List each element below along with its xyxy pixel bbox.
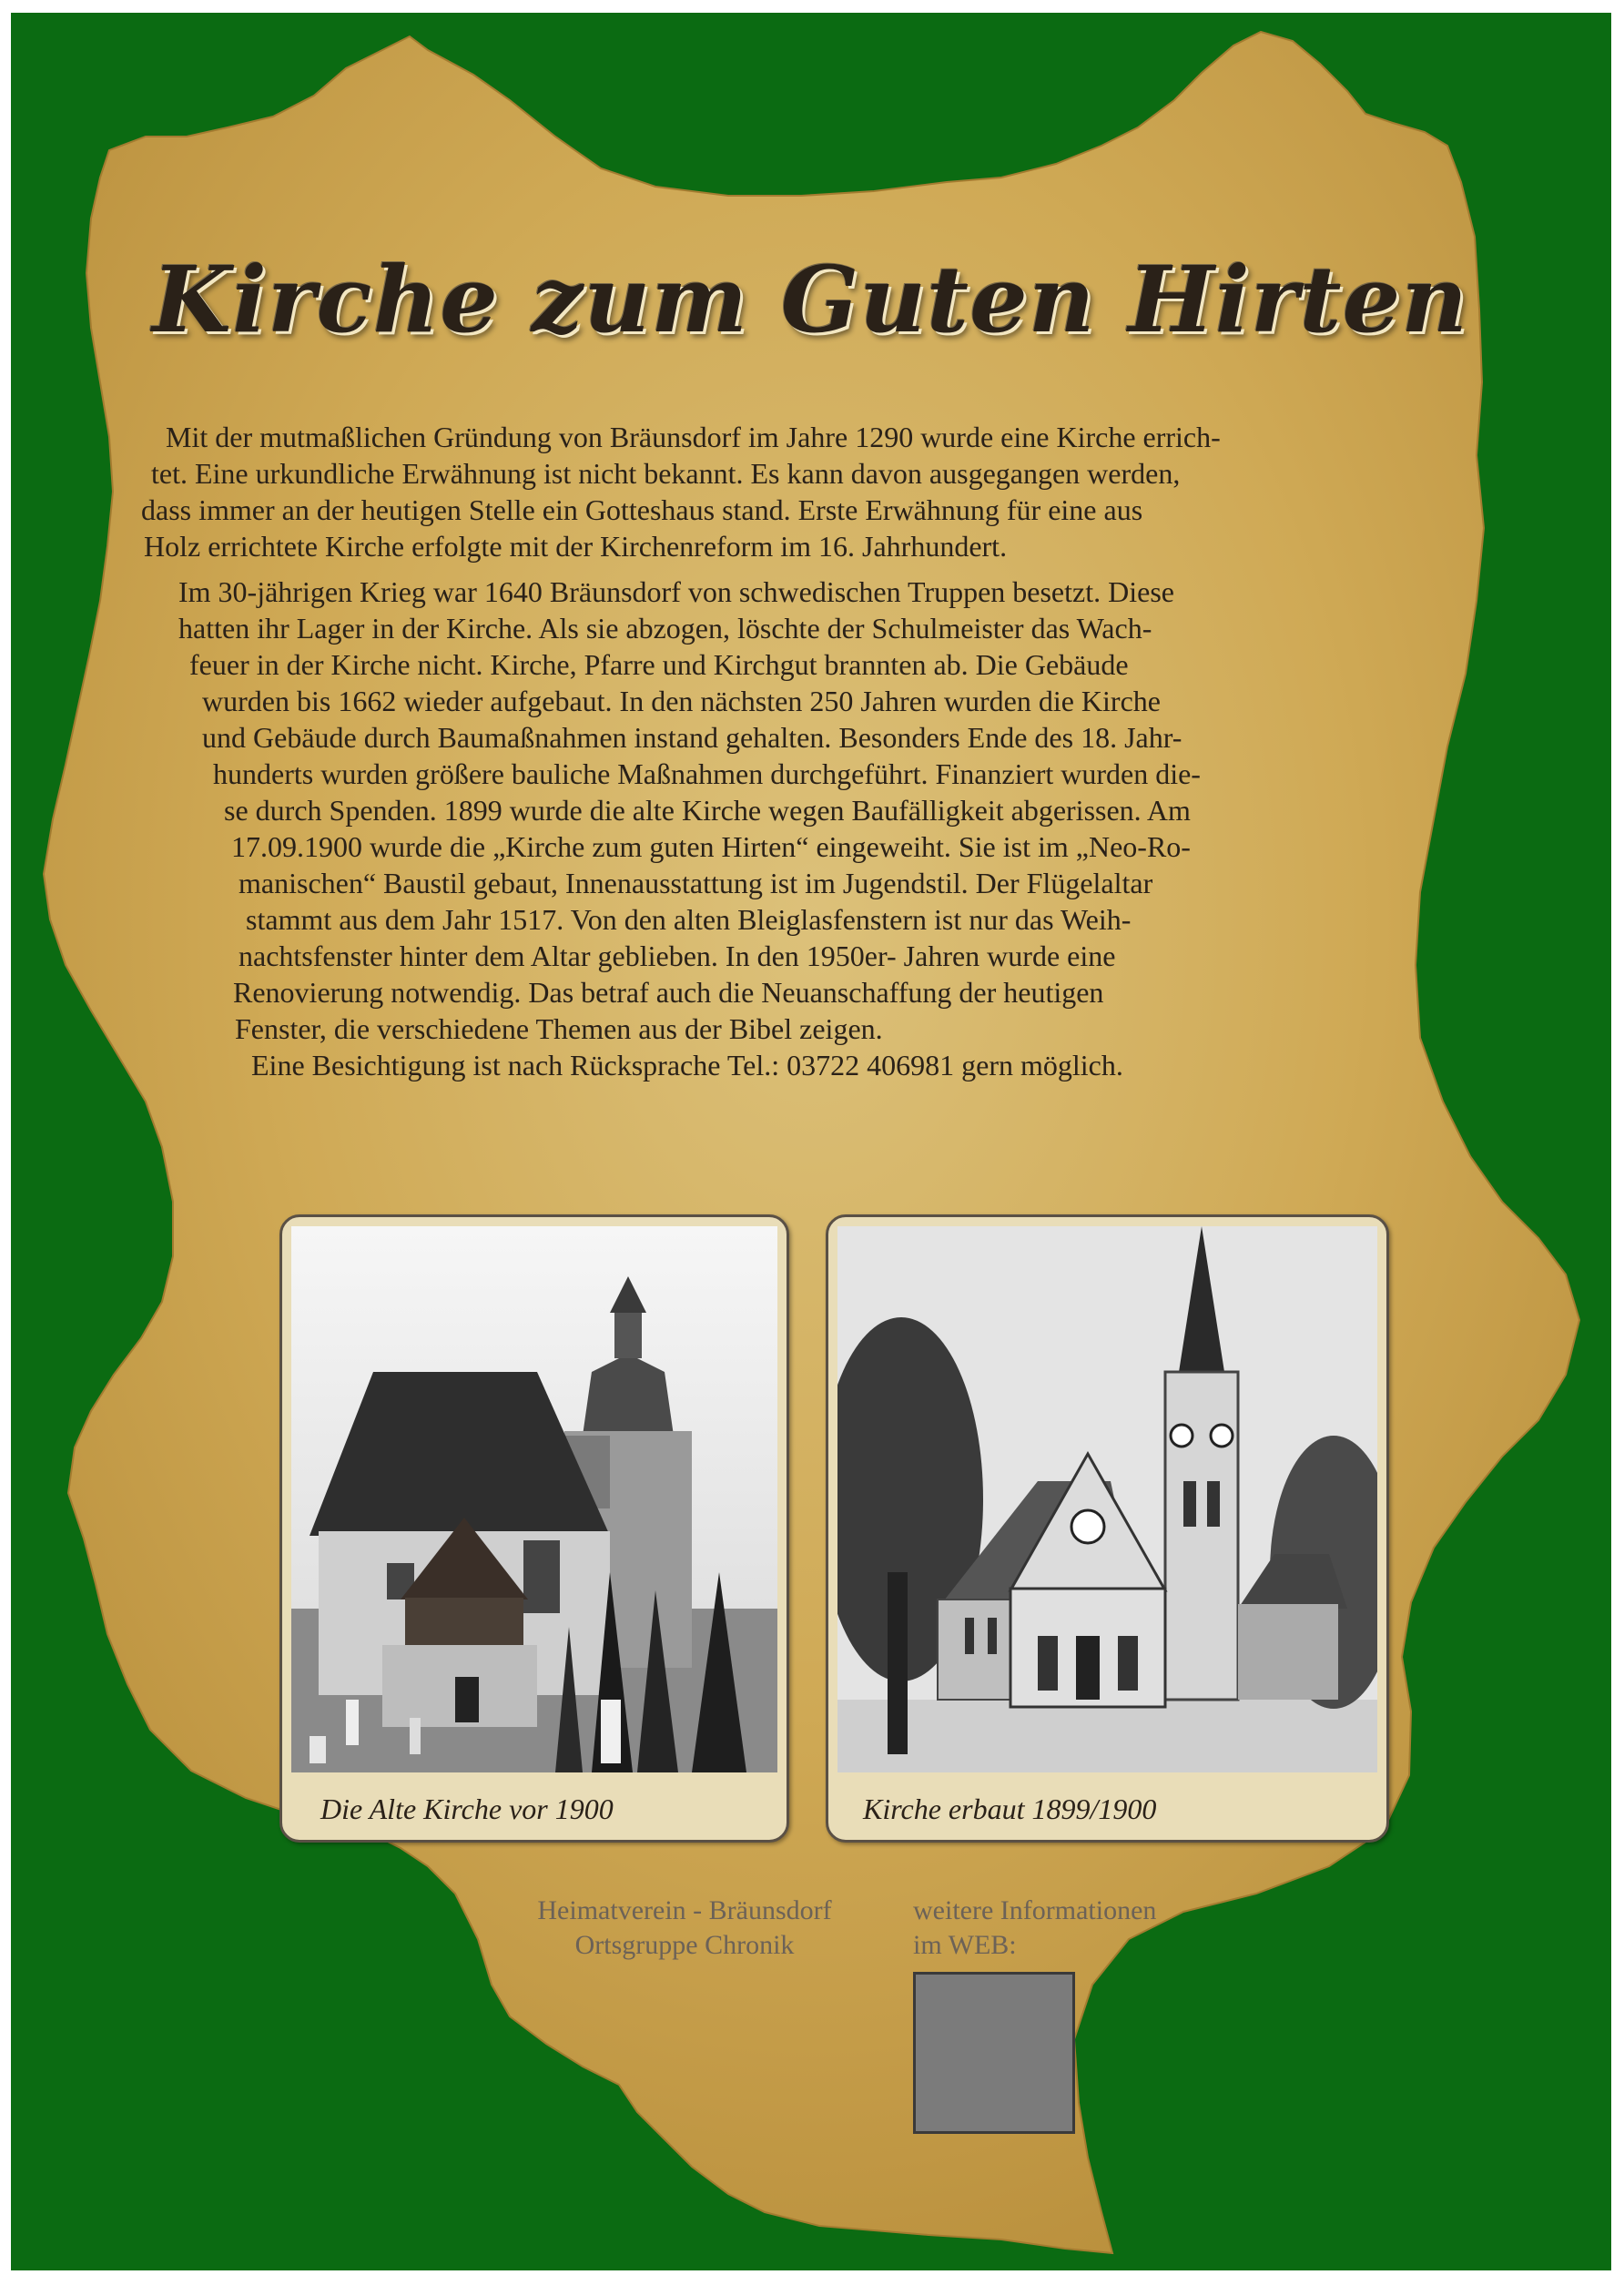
body-line: dass immer an der heutigen Stelle ein Gotteshaus stand. Erste Erwähnung für eine aus: [141, 493, 1143, 526]
body-line: hatten ihr Lager in der Kirche. Als sie abzogen, löschte der Schulmeister das Wach-: [178, 612, 1152, 645]
body-line: Fenster, die verschiedene Themen aus der Bibel zeigen.: [235, 1012, 883, 1045]
photo-card-new-church: [826, 1214, 1389, 1843]
old-church-photo: [291, 1226, 777, 1772]
body-line: wurden bis 1662 wieder aufgebaut. In den nächsten 250 Jahren wurden die Kirche: [202, 685, 1161, 717]
body-line: hunderts wurden größere bauliche Maßnahmen durchgeführt. Finanziert wurden die-: [213, 757, 1201, 790]
body-line: tet. Eine urkundliche Erwähnung ist nicht bekannt. Es kann davon ausgegangen werden,: [151, 457, 1181, 490]
body-line: Im 30-jährigen Krieg war 1640 Bräunsdorf von schwedischen Truppen besetzt. Diese: [178, 575, 1174, 608]
body-line: Mit der mutmaßlichen Gründung von Bräunsdorf im Jahre 1290 wurde eine Kirche errich-: [166, 421, 1221, 453]
org-name: Heimatverein - Bräunsdorf: [537, 1895, 832, 1925]
body-line: Holz errichtete Kirche erfolgte mit der Kirchenreform im 16. Jahrhundert.: [144, 530, 1008, 563]
body-line: 17.09.1900 wurde die „Kirche zum guten Hirten“ eingeweiht. Sie ist im „Neo-Ro-: [231, 830, 1191, 863]
body-line: Renovierung notwendig. Das betraf auch die Neuanschaffung der heutigen: [233, 976, 1104, 1009]
org-info: [512, 1894, 858, 1963]
web-info: [913, 1894, 1295, 1963]
body-line: se durch Spenden. 1899 wurde die alte Kirche wegen Baufälligkeit abgerissen. Am: [224, 794, 1191, 827]
body-line: nachtsfenster hinter dem Altar geblieben. In den 1950er- Jahren wurde eine: [239, 939, 1116, 972]
web-info-line1: weitere Informationen: [913, 1895, 1157, 1925]
body-line: feuer in der Kirche nicht. Kirche, Pfarre und Kirchgut brannten ab. Die Gebäude: [189, 648, 1129, 681]
photo-caption: Kirche erbaut 1899/1900: [863, 1792, 1157, 1825]
body-line: Eine Besichtigung ist nach Rücksprache Tel.: 03722 406981 gern möglich.: [251, 1049, 1123, 1082]
body-line: stammt aus dem Jahr 1517. Von den alten Bleiglasfenstern ist nur das Weih-: [246, 903, 1132, 936]
page-title: Kirche zum Guten Hirten: [152, 246, 1468, 353]
new-church-drawing: [837, 1226, 1377, 1772]
body-line: und Gebäude durch Baumaßnahmen instand gehalten. Besonders Ende des 18. Jahr-: [202, 721, 1182, 754]
qr-code-placeholder[interactable]: [913, 1972, 1075, 2134]
web-info-line2: im WEB:: [913, 1930, 1017, 1960]
org-group: Ortsgruppe Chronik: [574, 1930, 795, 1960]
body-line: manischen“ Baustil gebaut, Innenausstattung ist im Jugendstil. Der Flügelaltar: [239, 867, 1153, 899]
photo-caption: Die Alte Kirche vor 1900: [320, 1792, 614, 1825]
photo-card-old-church: [279, 1214, 789, 1843]
